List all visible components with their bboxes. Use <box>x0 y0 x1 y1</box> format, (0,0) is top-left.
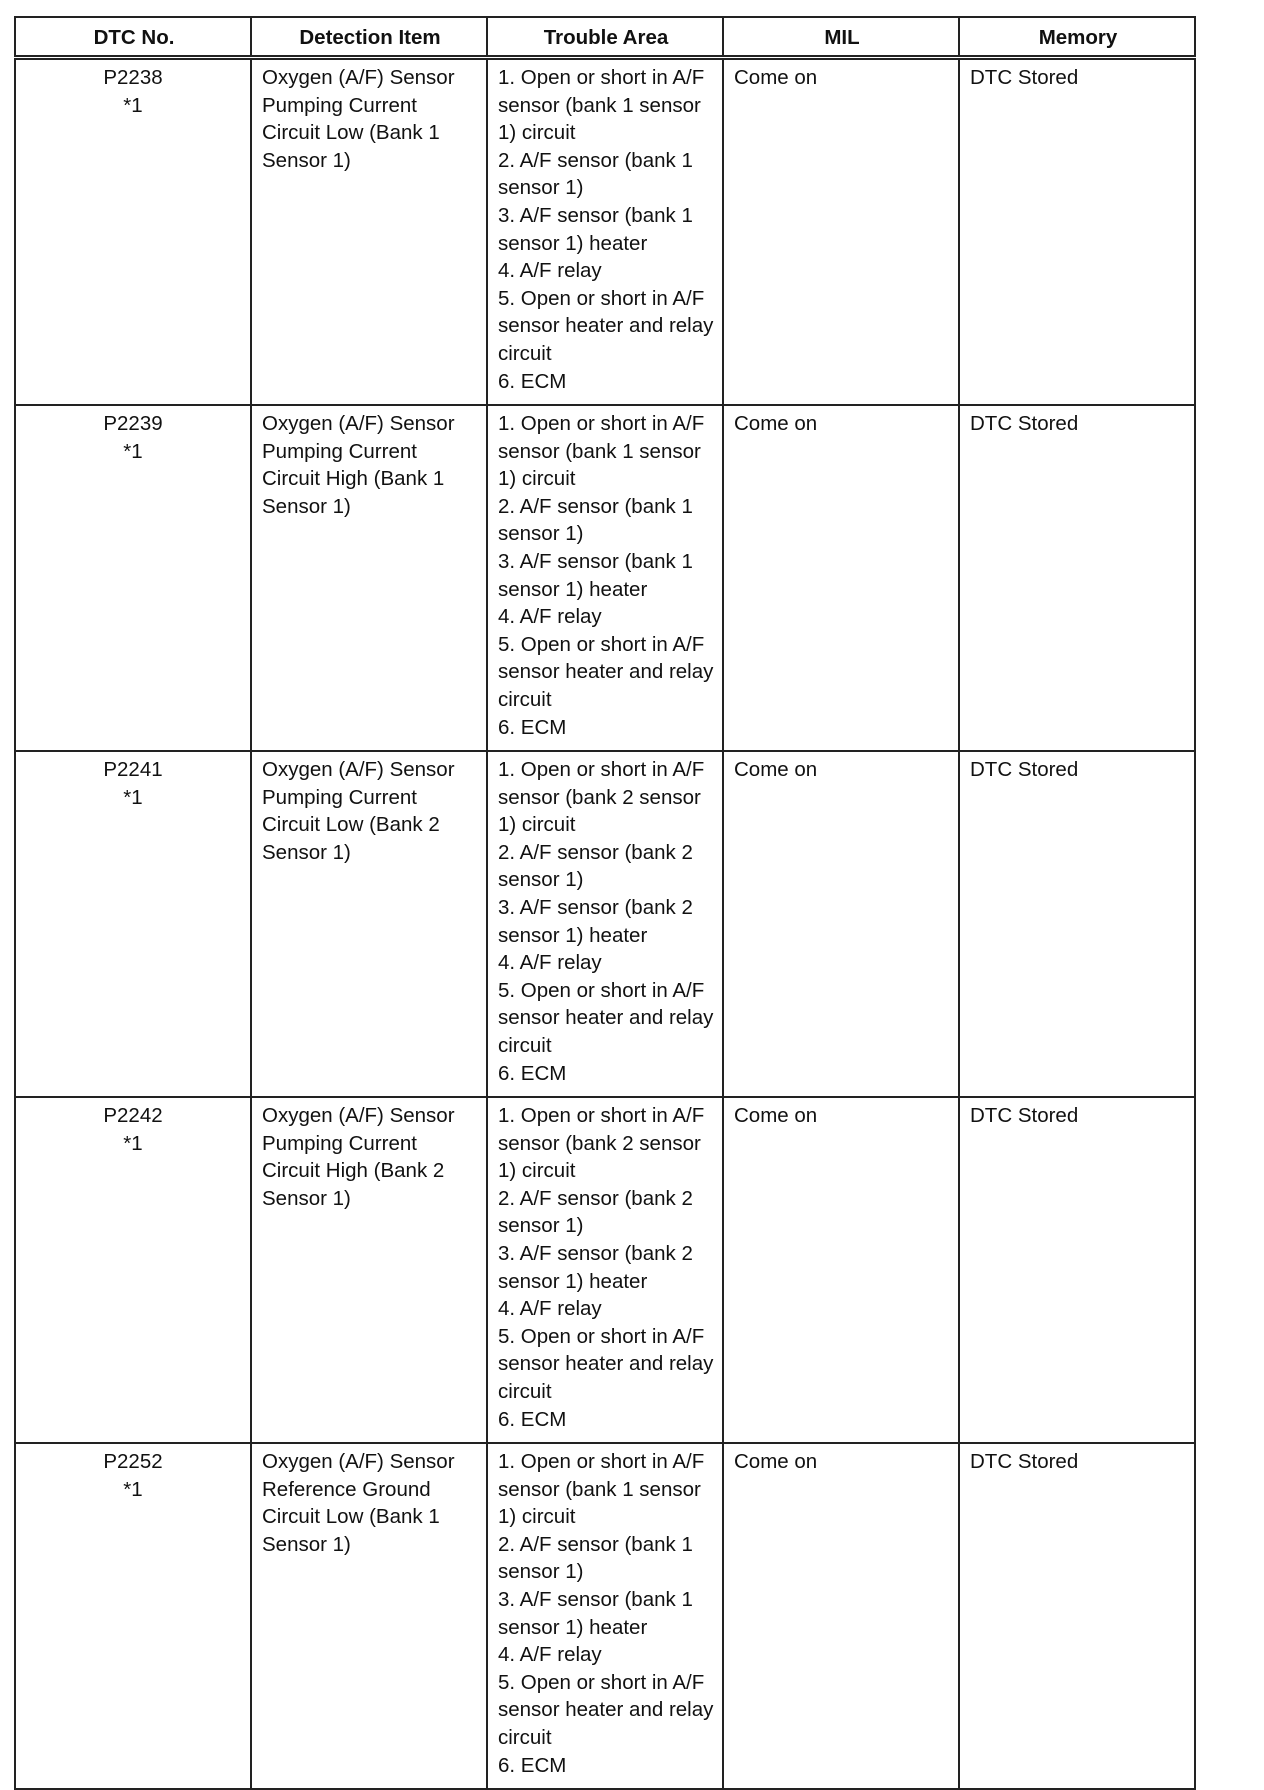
dtc-code-cell <box>15 405 251 751</box>
trouble-area-item: 2. A/F sensor (bank 1 sensor 1) <box>498 148 693 200</box>
footnote-marker: *1 <box>123 785 143 809</box>
dtc-table <box>14 16 1196 1790</box>
trouble-area-item: 1. Open or short in A/F sensor (bank 1 sensor 1) circuit <box>498 66 705 145</box>
trouble-area-cell <box>487 1443 723 1789</box>
header-trouble-area: Trouble Area <box>487 17 723 58</box>
detection-item: Oxygen (A/F) Sensor Pumping Current Circuit High (Bank 2 Sensor 1) <box>251 1097 487 1443</box>
dtc-code-cell <box>15 751 251 1097</box>
trouble-area-item: 6. ECM <box>498 1061 567 1085</box>
header-mil: MIL <box>723 17 959 58</box>
trouble-area-item: 6. ECM <box>498 369 567 393</box>
trouble-area-list <box>498 1102 714 1433</box>
memory-status: DTC Stored <box>959 1443 1195 1789</box>
mil-status: Come on <box>723 405 959 751</box>
mil-status: Come on <box>723 1097 959 1443</box>
trouble-area-cell <box>487 58 723 406</box>
memory-status: DTC Stored <box>959 1097 1195 1443</box>
trouble-area-list <box>498 410 714 741</box>
trouble-area-item: 1. Open or short in A/F sensor (bank 2 sensor 1) circuit <box>498 758 705 837</box>
detection-item: Oxygen (A/F) Sensor Reference Ground Circuit Low (Bank 1 Sensor 1) <box>251 1443 487 1789</box>
dtc-code: P2238 <box>103 66 163 89</box>
dtc-code-cell <box>15 1443 251 1789</box>
trouble-area-item: 6. ECM <box>498 1753 567 1777</box>
trouble-area-item: 3. A/F sensor (bank 2 sensor 1) heater <box>498 895 693 947</box>
trouble-area-item: 5. Open or short in A/F sensor heater and relay circuit <box>498 632 714 711</box>
trouble-area-item: 4. A/F relay <box>498 951 602 975</box>
memory-status: DTC Stored <box>959 751 1195 1097</box>
trouble-area-item: 4. A/F relay <box>498 1297 602 1321</box>
trouble-area-cell <box>487 405 723 751</box>
trouble-area-item: 5. Open or short in A/F sensor heater and relay circuit <box>498 1324 714 1403</box>
footnote-marker: *1 <box>123 93 143 117</box>
trouble-area-list <box>498 64 714 395</box>
trouble-area-item: 1. Open or short in A/F sensor (bank 1 sensor 1) circuit <box>498 1450 705 1529</box>
trouble-area-item: 2. A/F sensor (bank 1 sensor 1) <box>498 1532 693 1584</box>
trouble-area-item: 3. A/F sensor (bank 1 sensor 1) heater <box>498 203 693 255</box>
trouble-area-item: 5. Open or short in A/F sensor heater and relay circuit <box>498 286 714 365</box>
table-row <box>15 751 1195 1097</box>
dtc-code: P2241 <box>103 758 163 781</box>
dtc-code: P2252 <box>103 1450 163 1473</box>
trouble-area-item: 2. A/F sensor (bank 2 sensor 1) <box>498 1186 693 1238</box>
trouble-area-item: 6. ECM <box>498 715 567 739</box>
trouble-area-item: 2. A/F sensor (bank 1 sensor 1) <box>498 494 693 546</box>
detection-item: Oxygen (A/F) Sensor Pumping Current Circuit Low (Bank 1 Sensor 1) <box>251 58 487 406</box>
mil-status: Come on <box>723 58 959 406</box>
trouble-area-item: 4. A/F relay <box>498 1643 602 1667</box>
trouble-area-item: 4. A/F relay <box>498 259 602 283</box>
trouble-area-item: 1. Open or short in A/F sensor (bank 2 sensor 1) circuit <box>498 1104 705 1183</box>
trouble-area-item: 4. A/F relay <box>498 605 602 629</box>
trouble-area-item: 6. ECM <box>498 1407 567 1431</box>
trouble-area-item: 3. A/F sensor (bank 1 sensor 1) heater <box>498 549 693 601</box>
table-header <box>15 17 1195 58</box>
mil-status: Come on <box>723 751 959 1097</box>
trouble-area-item: 5. Open or short in A/F sensor heater and relay circuit <box>498 978 714 1057</box>
detection-item: Oxygen (A/F) Sensor Pumping Current Circuit High (Bank 1 Sensor 1) <box>251 405 487 751</box>
dtc-code-cell <box>15 58 251 406</box>
trouble-area-item: 2. A/F sensor (bank 2 sensor 1) <box>498 840 693 892</box>
trouble-area-cell <box>487 1097 723 1443</box>
table-row <box>15 405 1195 751</box>
header-detection-item: Detection Item <box>251 17 487 58</box>
memory-status: DTC Stored <box>959 58 1195 406</box>
header-row <box>15 17 1195 58</box>
footnote-marker: *1 <box>123 1477 143 1501</box>
dtc-code: P2239 <box>103 412 163 435</box>
dtc-code: P2242 <box>103 1104 163 1127</box>
trouble-area-item: 5. Open or short in A/F sensor heater and relay circuit <box>498 1670 714 1749</box>
footnote-marker: *1 <box>123 439 143 463</box>
dtc-code-cell <box>15 1097 251 1443</box>
trouble-area-cell <box>487 751 723 1097</box>
footnote-marker: *1 <box>123 1131 143 1155</box>
table-row <box>15 58 1195 406</box>
header-dtc-no: DTC No. <box>15 17 251 58</box>
mil-status: Come on <box>723 1443 959 1789</box>
detection-item: Oxygen (A/F) Sensor Pumping Current Circuit Low (Bank 2 Sensor 1) <box>251 751 487 1097</box>
trouble-area-list <box>498 1448 714 1779</box>
memory-status: DTC Stored <box>959 405 1195 751</box>
header-memory: Memory <box>959 17 1195 58</box>
trouble-area-item: 1. Open or short in A/F sensor (bank 1 sensor 1) circuit <box>498 412 705 491</box>
trouble-area-item: 3. A/F sensor (bank 1 sensor 1) heater <box>498 1587 693 1639</box>
table-row <box>15 1097 1195 1443</box>
trouble-area-item: 3. A/F sensor (bank 2 sensor 1) heater <box>498 1241 693 1293</box>
trouble-area-list <box>498 756 714 1087</box>
table-row <box>15 1443 1195 1789</box>
